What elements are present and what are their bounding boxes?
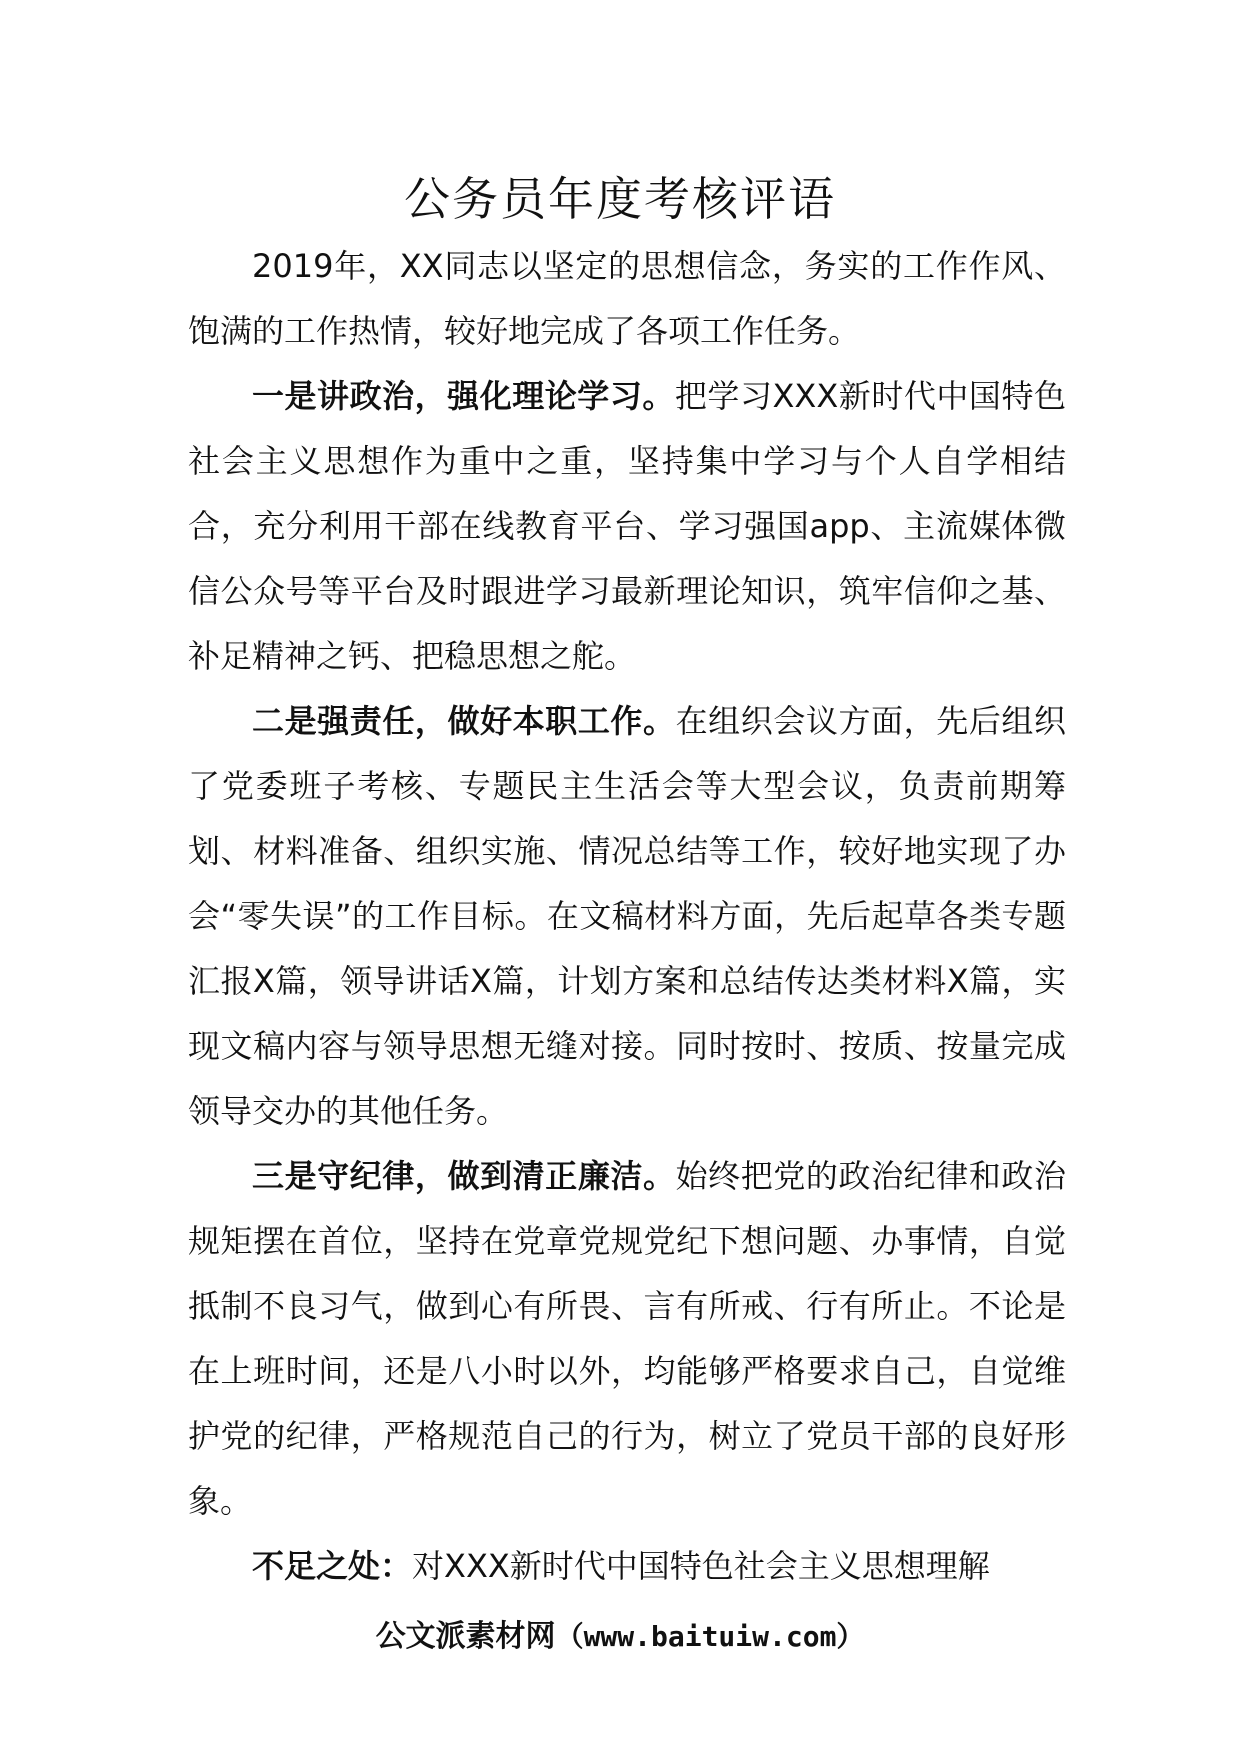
paragraph-text: 始终把党的政治纪律和政治规矩摆在首位，坚持在党章党规党纪下想问题、办事情，自觉抵制不良习气，做到心有所畏、言有所戒、行有所止。不论是在上班时间，还是八小时以外，均能够严格要求自己，自觉维护党的纪律，严格规范自己的行为，树立了党员干部的良好形象。 [188,1157,1066,1520]
paragraph-text: 把学习XXX新时代中国特色社会主义思想作为重中之重，坚持集中学习与个人自学相结合，充分利用干部在线教育平台、学习强国app、主流媒体微信公众号等平台及时跟进学习最新理论知识，筑牢信仰之基、补足精神之钙、把稳思想之舵。 [188,377,1066,675]
paragraph-responsibility [188,689,1066,1144]
paragraph-lead: 不足之处： [252,1547,413,1585]
document-body [188,234,1066,1599]
paragraph-text: 对XXX新时代中国特色社会主义思想理解 [412,1547,990,1585]
paragraph-lead: 一是讲政治，强化理论学习。 [252,377,675,415]
footer-site-url: （www.baituiw.com） [555,1620,865,1653]
footer-site-name: 公文派素材网 [375,1619,556,1654]
paragraph-discipline [188,1144,1066,1534]
paragraph-lead: 二是强责任，做好本职工作。 [252,702,676,740]
paragraph-intro [188,234,1066,364]
paragraph-shortcomings [188,1534,1066,1599]
page-footer-watermark [0,1617,1240,1657]
paragraph-politics [188,364,1066,689]
paragraph-text: 2019年，XX同志以坚定的思想信念，务实的工作作风、饱满的工作热情，较好地完成了各项工作任务。 [188,247,1066,350]
paragraph-lead: 三是守纪律，做到清正廉洁。 [252,1157,676,1195]
paragraph-text: 在组织会议方面，先后组织了党委班子考核、专题民主生活会等大型会议，负责前期筹划、材料准备、组织实施、情况总结等工作，较好地实现了办会“零失误”的工作目标。在文稿材料方面，先后起草各类专题汇报X篇，领导讲话X篇，计划方案和总结传达类材料X篇，实现文稿内容与领导思想无缝对接。同时按时、按质、按量完成领导交办的其他任务。 [188,702,1066,1130]
document-title: 公务员年度考核评语 [404,172,836,226]
